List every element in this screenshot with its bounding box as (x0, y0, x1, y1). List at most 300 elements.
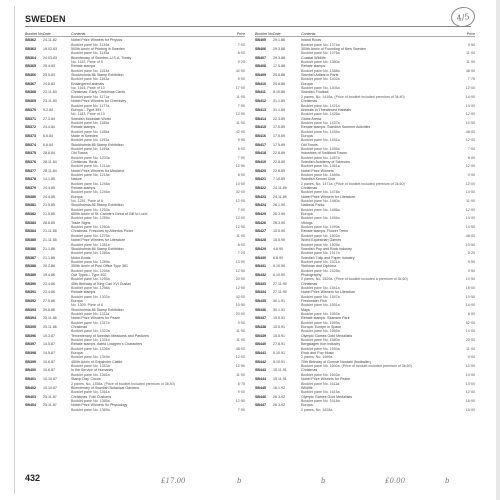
booklet-price: 10·50 (235, 303, 245, 308)
issue-date: 10.6.87 (43, 368, 55, 373)
booklet-title: Christmas (301, 368, 318, 373)
booklet-price: 16·00 (465, 398, 475, 403)
booklet-number: SB369 (25, 99, 36, 104)
booklet-number: SB414 (255, 116, 266, 121)
booklet-title: Christmas (301, 186, 318, 191)
issue-date: 6.6.84 (43, 133, 53, 138)
booklet-title: National Parks (301, 203, 325, 208)
issue-date: 10.6.87 (43, 359, 55, 364)
issue-date: 17.5.89 (273, 142, 285, 147)
issue-date: 27.3.84 (43, 116, 55, 121)
booklet-detail: Booklet pane No. 1559a (301, 320, 340, 325)
booklet-title: Rebate stamps. Swedish Summer Activities (301, 125, 371, 130)
issue-date: 23.4.86 (43, 290, 55, 295)
issue-date: 14.1.85 (43, 177, 55, 182)
booklet-detail: Booklet pane No. 1437a (301, 120, 340, 125)
issue-date: 25.11.87 (43, 394, 57, 399)
booklet-detail: Booklet pane No. 1380a (301, 60, 340, 65)
booklet-number: SB445 (255, 385, 266, 390)
booklet-title: Europa (71, 351, 83, 356)
pencil-note: £17.00 (161, 477, 186, 485)
booklet-title: Europa (301, 133, 313, 138)
booklet-price: 14·00 (465, 216, 475, 221)
booklet-number: SB410 (255, 81, 266, 86)
booklet-number: SB362 (25, 38, 36, 43)
issue-date: 24.4.85 (43, 194, 55, 199)
booklet-detail: 2 panes, No. 1529a. (Price of booklet included a premium of 3k,60) (301, 277, 408, 282)
booklet-number: SB370 (25, 107, 36, 112)
issue-date: 25.8.88 (273, 81, 285, 86)
issue-date: 23.11.83 (43, 90, 57, 95)
booklet-number: SB405 (255, 38, 266, 43)
booklet-detail: Booklet pane No. 1439a (301, 129, 340, 134)
booklet-number: SB439 (255, 333, 266, 338)
booklet-price: 10·50 (465, 277, 475, 282)
booklet-number: SB429 (255, 246, 266, 251)
pencil-note: b (237, 477, 242, 485)
booklet-price: 12·00 (465, 207, 475, 212)
booklet-number: SB368 (25, 90, 36, 95)
issue-date: 9.2.84 (43, 107, 53, 112)
booklet-price: 12·50 (235, 285, 245, 290)
booklet-number: SB407 (255, 55, 266, 60)
booklet-detail: Booklet pane No. 1525a (301, 268, 340, 273)
booklet-title: 350th Anniv of Post Office Type 381 (71, 264, 129, 269)
booklet-title: Old Towns (71, 151, 88, 156)
booklet-price: 13·00 (465, 381, 475, 386)
issue-date: 25.11.86 (43, 325, 57, 330)
page-title: SWEDEN (25, 14, 66, 24)
issue-date: 21.5.85 (43, 212, 55, 217)
left-column (25, 32, 245, 412)
booklet-title: Stockholmia 86 Stamp Exhibition (71, 307, 124, 312)
booklet-detail: 2 panes, No. 1628a (301, 407, 333, 412)
booklet-detail: Booklet pane No. 1402a (301, 77, 340, 82)
booklet-price: 8·00 (467, 155, 475, 160)
issue-date: 6.10.90 (273, 264, 285, 269)
booklet-title: Owl Types – Type 402 (71, 272, 107, 277)
booklet-title: Stockholmia 86 Stamp Exhibition (71, 142, 124, 147)
booklet-number: SB403 (25, 394, 36, 399)
issue-date: 22.8.89 (273, 151, 285, 156)
booklet-title: Swedish Artists in Paris (301, 73, 339, 78)
booklet-number: SB394 (25, 316, 36, 321)
booklet-price: 12·50 (235, 398, 245, 403)
booklet-detail: Booklet pane No. 1455a (301, 146, 340, 151)
booklet-number: SB443 (255, 368, 266, 373)
booklet-price: 9·00 (237, 390, 245, 395)
booklet-number: SB388 (25, 264, 36, 269)
booklet-title: Bicentenary of Swedish Botanical Gardens (71, 385, 140, 390)
booklet-number: SB423 (255, 194, 266, 199)
booklet-number: SB374 (25, 142, 36, 147)
booklet-number: SB417 (255, 142, 266, 147)
booklet-number: SB420 (255, 168, 266, 173)
right-column (255, 32, 475, 412)
issue-date: 21.1.86 (43, 246, 55, 251)
booklet-number: SB442 (255, 359, 266, 364)
issue-date: 25.8.88 (273, 73, 285, 78)
booklet-price: 14·00 (465, 303, 475, 308)
booklet-detail: No. 1164, Pane of 10 (71, 86, 105, 91)
booklet-title: Motor Boats (71, 255, 91, 260)
booklet-title: 450th Anniv of Gripsholm Castle (71, 359, 123, 364)
booklet-price: 7·00 (237, 207, 245, 212)
booklet-detail: Booklet pane No. 1541a (301, 285, 340, 290)
booklet-detail: Booklet pane No. 1600a. (Price of booklet included premium of 3k,60) (301, 364, 412, 369)
booklet-number: SB367 (25, 81, 36, 86)
booklet-price: 12·50 (235, 164, 245, 169)
booklet-title: Bicentenary of Sweden–U.S.A. Treaty (71, 55, 132, 60)
booklet-price: 10·00 (465, 364, 475, 369)
booklet-price: 9·25 (467, 251, 475, 256)
booklet-price: 9·00 (237, 77, 245, 82)
booklet-number: SB447 (255, 403, 266, 408)
booklet-detail: Booklet pane No. 1611a (301, 381, 340, 386)
booklet-title: Rebate stamps. Skansen Park (301, 316, 350, 321)
issue-date: 24.11.89 (273, 194, 287, 199)
booklet-number: SB428 (255, 238, 266, 243)
issue-date: 7.10.89 (273, 177, 285, 182)
booklet-title: Rock and Pop Music (301, 351, 334, 356)
issue-date: 26.3.90 (273, 220, 285, 225)
booklet-detail: Booklet pane No. 1246a (71, 181, 110, 186)
booklet-price: 12·00 (465, 112, 475, 117)
issue-date: 27.8.91 (273, 342, 285, 347)
booklet-title: Europa (301, 81, 313, 86)
booklet-title: Stellman and Diploma (301, 264, 337, 269)
booklet-price: 12·00 (235, 199, 245, 204)
booklet-number: SB389 (25, 272, 36, 277)
booklet-price: 12·00 (465, 390, 475, 395)
booklet-number: SB430 (255, 255, 266, 260)
header-date: Date (43, 32, 51, 36)
booklet-number: SB382 (25, 212, 36, 217)
booklet-number: SB396 (25, 333, 36, 338)
issue-date: 26.3.92 (273, 394, 285, 399)
booklet-number: SB393 (25, 307, 36, 312)
booklet-detail: Booklet pane No. 1469a (301, 173, 340, 177)
booklet-title: Europa. Europe in Space (301, 325, 342, 330)
booklet-number: SB412 (255, 99, 266, 104)
issue-date: 5.10.91 (273, 351, 285, 356)
booklet-detail: 2 panes, No. 1599a (301, 355, 333, 360)
booklet-title: Europa (71, 194, 83, 199)
booklet-detail: Booklet pane No. 1289a (71, 259, 110, 264)
booklet-detail: Booklet pane No. 1521a (301, 259, 340, 264)
booklet-number: SB413 (255, 107, 266, 112)
booklet-price: 9·50 (237, 138, 245, 143)
booklet-price: 7·00 (467, 146, 475, 151)
booklet-detail: Booklet pane No. 1365a (71, 398, 110, 403)
pencil-note: b (445, 477, 450, 485)
booklet-price: 42·00 (235, 68, 245, 73)
booklet-title: Swedish Mountain World (71, 116, 111, 121)
issue-date: 22.3.89 (273, 116, 285, 121)
issue-date: 31.1.89 (273, 107, 285, 112)
booklet-title: Nobel Prize Winners for Literature (301, 194, 356, 199)
booklet-detail: 2 panes, No. 1358a. (Price of booklet included premium of 36,40) (71, 381, 175, 386)
booklet-number: SB377 (25, 168, 36, 173)
issue-date: 21.11.85 (43, 229, 57, 234)
booklet-number: SB402 (25, 385, 36, 390)
booklet-title: In the Service of Humanity (71, 368, 114, 373)
booklet-detail: Booklet pane No. 1361a (71, 390, 110, 395)
pencil-note: £0.00 (385, 477, 406, 485)
booklet-detail: Booklet pane No. 1376a (301, 51, 340, 56)
booklet-title: Rebate stamps (301, 64, 326, 69)
booklet-detail: Booklet pane No. 1203a (71, 155, 110, 160)
booklet-detail: Booklet pane No. 1294a (71, 268, 110, 273)
booklet-detail: Booklet pane No. 1193a (71, 138, 110, 143)
booklet-price: 12·50 (235, 112, 245, 117)
booklet-price: 18·00 (465, 407, 475, 412)
booklet-title: Rebate stamps (71, 64, 96, 69)
issue-date: 21.5.85 (43, 203, 55, 208)
issue-date: 10.10.87 (43, 377, 57, 382)
booklet-price: 11·00 (466, 199, 475, 204)
booklet-title: Christmas. Early Christmas Cards (71, 90, 126, 95)
booklet-title: Endangered animals (71, 81, 104, 86)
booklet-detail: Booklet pane No. 1259a (71, 216, 110, 221)
booklet-detail: Booklet pane No. 1311a (71, 312, 110, 316)
booklet-price: 20·00 (235, 277, 245, 282)
header-price: Price (236, 32, 245, 36)
booklet-detail: Booklet pane No. 1451a (301, 138, 340, 143)
booklet-number: SB416 (255, 133, 266, 138)
booklet-detail: Booklet pane No. 1603a (301, 372, 340, 377)
booklet-price: 9·00 (237, 320, 245, 325)
booklet-price: 42·00 (235, 129, 245, 134)
booklet-title: Nobel Prize Winners (301, 168, 334, 173)
booklet-number: SB387 (25, 255, 36, 260)
booklet-detail: Booklet pane No. 1281a (71, 242, 110, 247)
issue-date: 5.10.91 (273, 359, 285, 364)
booklet-detail: Booklet pane No. 1153a (71, 68, 110, 73)
booklet-title: Swedish Tulip and Paper Industry (301, 255, 355, 260)
booklet-number: SB418 (255, 151, 266, 156)
booklet-number: SB435 (255, 298, 266, 303)
booklet-title: Old Towns (301, 142, 318, 147)
booklet-detail: Booklet pane No. 1145a (71, 51, 110, 56)
booklet-number: SB408 (255, 64, 266, 69)
page-footer (25, 468, 471, 494)
booklet-detail: Booklet pane No. 1353a (71, 364, 110, 369)
booklet-number: SB383 (25, 220, 36, 225)
booklet-price: 9·00 (467, 355, 475, 360)
booklet-number: SB421 (255, 177, 266, 182)
issue-date: 10.3.87 (43, 333, 55, 338)
booklet-price: 13·00 (235, 259, 245, 264)
issue-date: 27.11.90 (273, 290, 287, 295)
booklet-price: 8·75 (237, 381, 245, 386)
booklet-number: SB399 (25, 359, 36, 364)
booklet-number: SB434 (255, 290, 266, 295)
issue-date: 29.3.88 (273, 55, 285, 60)
booklet-price: 11·00 (236, 233, 245, 238)
booklet-price: 18·00 (465, 285, 475, 290)
booklet-price: 48·00 (465, 233, 475, 238)
empty-cell (25, 408, 41, 412)
issue-date: 15.5.90 (273, 229, 285, 234)
issue-date: 21.1.86 (43, 255, 55, 260)
booklet-detail: Booklet pane No. 1551a (301, 303, 340, 308)
booklet-detail: No. 1251, Pane of 6 (71, 199, 103, 204)
booklet-detail: Booklet pane No. 1177a (71, 103, 110, 108)
booklet-detail: Booklet pane No. 1322a (71, 329, 110, 334)
booklet-price: 12·00 (465, 181, 475, 186)
issue-date: 30.1.91 (273, 298, 285, 303)
booklet-title: Stockholmia 86 Stamp Exhibition (71, 203, 124, 208)
booklet-price: 9·50 (467, 268, 475, 273)
issue-date: 28.11.84 (43, 159, 57, 164)
column-header-row (255, 32, 475, 37)
booklet-price: 48·00 (235, 346, 245, 351)
issue-date: 23.11.83 (43, 99, 57, 104)
issue-date: 20.2.86 (43, 264, 55, 269)
issue-date: 26.3.90 (273, 212, 285, 217)
issue-date: 22.8.89 (273, 159, 285, 164)
booklet-price: 12·50 (235, 225, 245, 230)
issue-date: 14.5.87 (43, 351, 55, 356)
booklet-number: SB425 (255, 212, 266, 217)
booklet-title: Swedish Kennel Club (301, 177, 336, 182)
booklet-number: SB397 (25, 342, 36, 347)
issue-date: 29.3.88 (273, 47, 285, 52)
booklet-price: 11·00 (466, 346, 475, 351)
booklet-title: Rebate stamps. Astrid Lindgren's Characters (71, 342, 143, 347)
issue-date: 24.4.84 (43, 125, 55, 130)
booklet-title: 500th Anniv of Printing in Sweden (71, 47, 125, 52)
booklet-title: Rebate stamps. Flower Trees (301, 229, 348, 234)
booklet-number: SB415 (255, 125, 266, 130)
booklet-price: 20·00 (235, 312, 245, 316)
booklet-number: SB424 (255, 203, 266, 208)
booklet-price: 14·00 (465, 103, 475, 108)
booklet-title: 800th Anniv of St. Canute's Deed of Gift to Lund (71, 212, 148, 217)
issue-date: 28.8.84 (43, 151, 55, 156)
booklet-price: 12·00 (465, 164, 475, 169)
booklet-detail: Booklet pane No. 1171a (71, 94, 110, 99)
booklet-price: 8·00 (237, 51, 245, 56)
booklet-price: 8·00 (467, 312, 475, 316)
booklet-price: 12·50 (235, 268, 245, 273)
booklet-number: SB375 (25, 151, 36, 156)
booklet-detail: Booklet pane No. 1134a (71, 42, 110, 47)
booklet-number: SB378 (25, 177, 36, 182)
booklet-title: Nature (71, 177, 82, 182)
booklet-price: 10·50 (465, 294, 475, 299)
booklet-price: 17·00 (235, 86, 245, 91)
booklet-price: 8·00 (237, 242, 245, 247)
booklet-detail: Booklet pane No. 1457a (301, 155, 340, 160)
issue-date: 15.5.91 (273, 333, 285, 338)
booklet-detail: Booklet pane No. 1580a (301, 338, 340, 343)
header-rule (25, 26, 471, 27)
booklet-number: SB363 (25, 47, 36, 52)
booklet-price: 6·00 (237, 146, 245, 151)
booklet-number: SB437 (255, 316, 266, 321)
booklet-detail: 2 panes, No. 1416a. (Price of booklet included premium of 3k,40) (301, 94, 405, 99)
issue-date: 6.6.84 (43, 142, 53, 147)
booklet-title: Vikings (301, 220, 313, 225)
booklet-detail: Booklet pane No. 1404a (301, 86, 340, 91)
booklet-price: 11·50 (236, 329, 245, 334)
empty-cell (43, 408, 69, 412)
booklet-number: SB409 (255, 73, 266, 78)
catalogue-page (14, 6, 485, 494)
booklet-price: 11·00 (236, 94, 245, 99)
booklet-detail: No. 1152, Pane of 5 (71, 60, 103, 65)
booklet-number: SB371 (25, 116, 36, 121)
header-contents: Contents (301, 32, 316, 36)
booklet-title: Nobel Prize Winners for Physiology (71, 403, 128, 408)
booklet-detail: Booklet pane No. 1374a (301, 42, 340, 47)
booklet-number: SB391 (25, 290, 36, 295)
booklet-detail: Booklet pane No. 1593a (301, 346, 340, 351)
booklet-title: Europa (71, 298, 83, 303)
booklet-number: SB411 (255, 90, 266, 95)
booklet-title: Animals in Threatened Habitats (301, 107, 352, 112)
booklet-number: SB373 (25, 133, 36, 138)
issue-date: 30.1.91 (273, 307, 285, 312)
booklet-price: 11·00 (236, 338, 245, 343)
booklet-title: Nobel Prize Winners for Literature (71, 238, 126, 243)
booklet-number: SB426 (255, 220, 266, 225)
booklet-detail: Booklet pane No. 1253a (71, 207, 110, 212)
issue-date: 23.4.86 (43, 281, 55, 286)
booklet-detail: Booklet pane No. 1486a (301, 207, 340, 212)
booklet-detail: No. 1309, Pane of 6 (71, 303, 103, 308)
handwritten-circled-note: 4/5 (450, 5, 477, 28)
booklet-detail: Booklet pane No. 1246a (71, 190, 110, 195)
booklet-title: Stockholmia 86 Stamp Exhibition (71, 246, 124, 251)
booklet-title: Bergslagen Iron Industry (301, 342, 341, 347)
booklet-price: 9·50 (467, 259, 475, 264)
booklet-detail: Booklet pane No. 1285a (71, 251, 110, 256)
issue-date: 15.11.91 (273, 368, 287, 373)
booklet-detail: Booklet pane No. 1185a (71, 120, 110, 125)
booklet-price: 14·00 (465, 190, 475, 195)
header-booklet-no: Booklet No. (255, 32, 274, 36)
binder-edge (496, 0, 500, 500)
column-header-row (25, 32, 245, 37)
issue-date: 15.5.90 (273, 238, 285, 243)
booklet-price: 12·00 (235, 216, 245, 221)
booklet-title: Christmas (301, 281, 318, 286)
booklet-title: Swedish Academy of Sciences (301, 159, 350, 164)
booklet-detail: Booklet pane No. 1547a (301, 294, 340, 299)
booklet-title: Christmas (71, 325, 88, 330)
booklet-number: SB366 (25, 73, 36, 78)
issue-date: 6.8.90 (273, 255, 283, 260)
booklet-detail: Booklet pane No. 1499a (301, 225, 340, 230)
issue-date: 14.5.87 (43, 342, 55, 347)
booklet-price: 7·75 (467, 77, 475, 82)
booklet-title: Coastal Wildlife (301, 55, 326, 60)
booklet-number: SB386 (25, 246, 36, 251)
booklet-title: 70th Birthday of Gunnar Nordahl (footballer) (301, 359, 371, 364)
booklet-price: 8·00 (237, 173, 245, 177)
booklet-number: SB395 (25, 325, 36, 330)
booklet-title: Nobel Prize Winners for Physics (71, 38, 123, 43)
booklet-price: 11·00 (236, 372, 245, 377)
booklet-detail: Booklet pane No. 1369a (71, 407, 110, 412)
booklet-detail: Booklet pane No. 1218a (71, 173, 110, 177)
issue-date: 25.11.87 (43, 403, 57, 408)
booklet-number: SB392 (25, 298, 36, 303)
issue-date: 22.8.89 (273, 168, 285, 173)
